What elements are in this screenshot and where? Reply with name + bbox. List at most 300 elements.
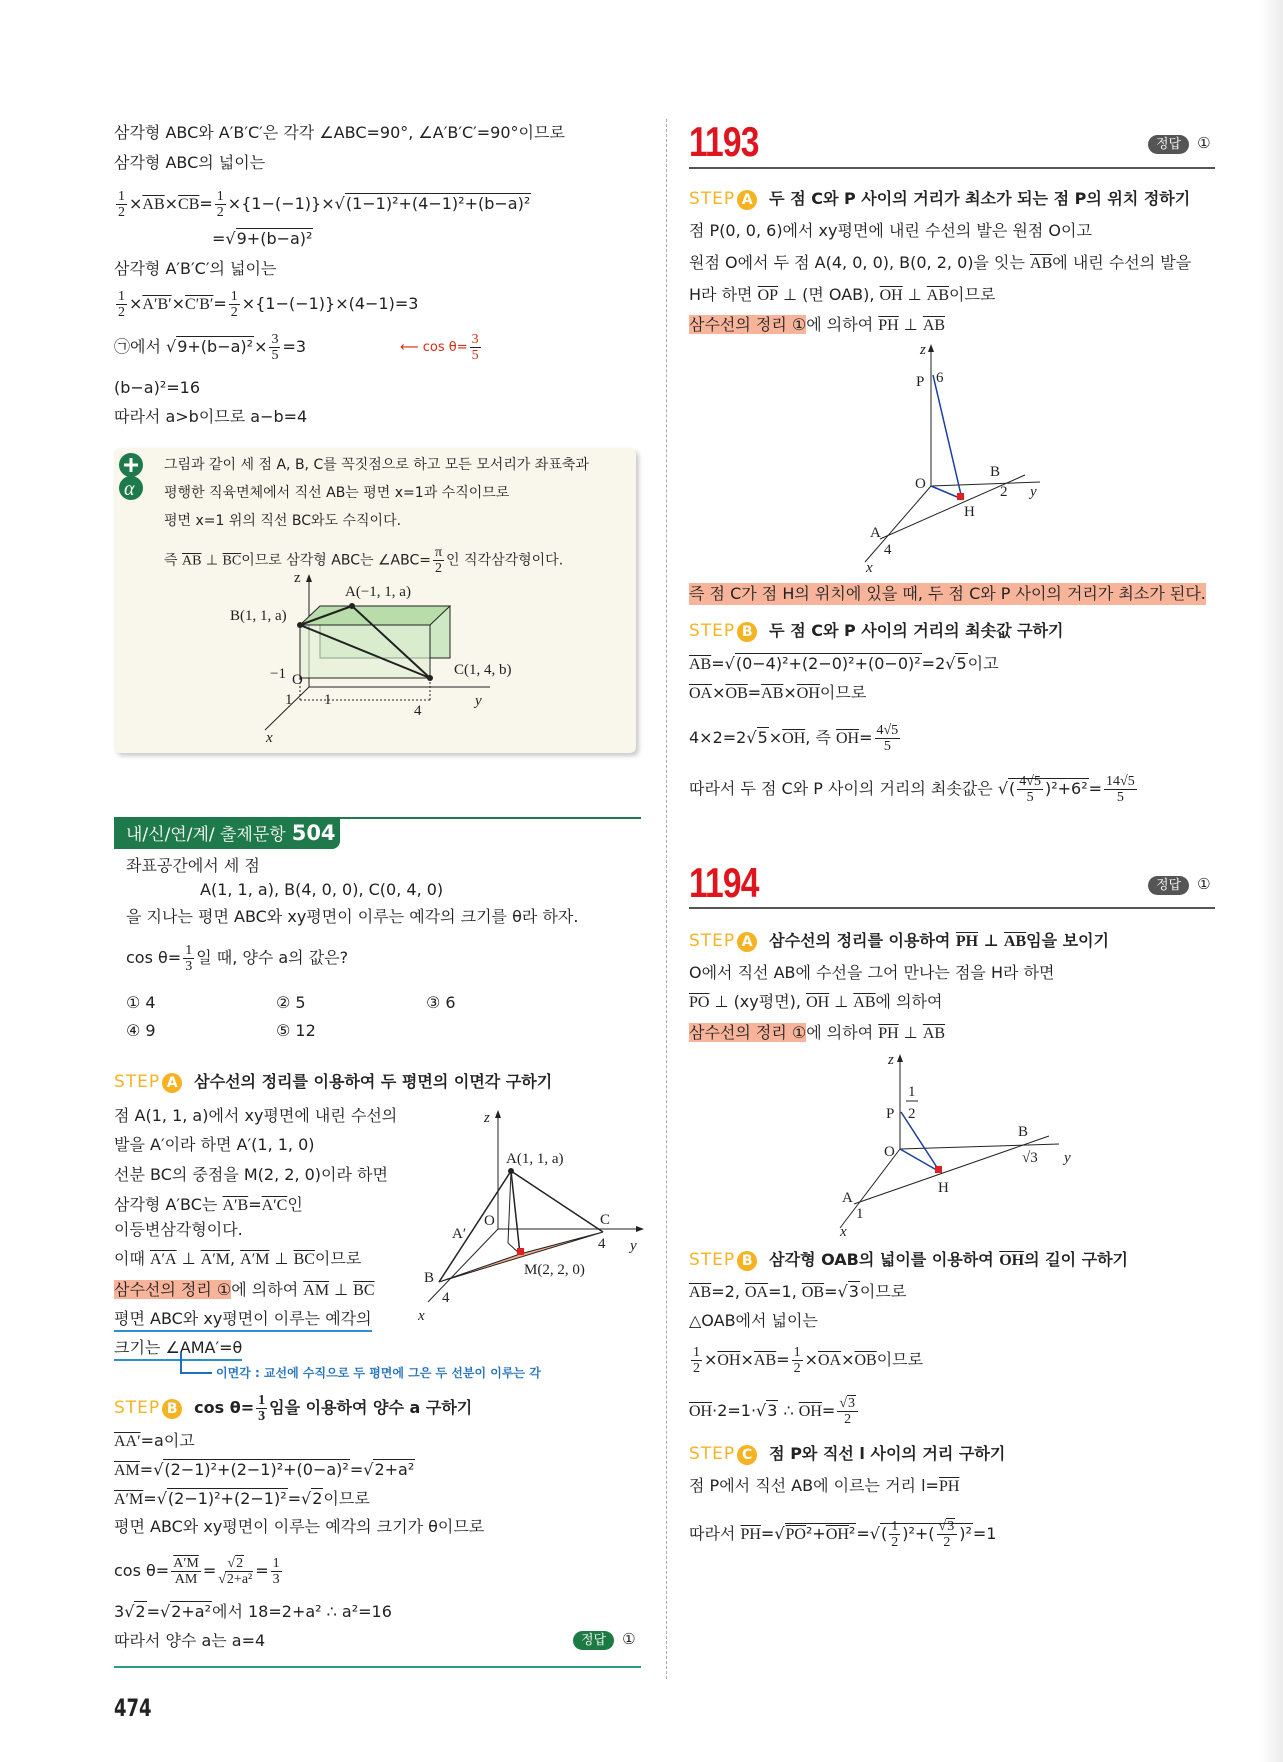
text-run: $\overline{AB}$ [1030,255,1053,272]
text-run: 이므로 [876,1350,924,1369]
fraction-denominator [1117,790,1124,805]
point-label-h: H [964,504,975,520]
step-letter-badge: C [737,1445,757,1465]
text-run: × [712,683,726,702]
fraction [271,1556,282,1587]
solution-line [114,1459,415,1482]
text-run: = [212,229,226,248]
text-run: 삼각형 A′BC는 [114,1195,223,1214]
text-run: 2 [312,1489,323,1508]
square-root [225,228,313,248]
text-run: $\overline{OB}$ [725,685,748,702]
text-run: =a이고 [140,1431,195,1450]
text-run: 이므로 [323,1489,370,1508]
text-run: (0−4)²+(2−0)²+(0−0)² [735,654,921,673]
axis-label: z [294,570,301,586]
radicand [946,1518,955,1534]
fraction-numerator [1017,774,1043,790]
text-run: = [1088,779,1103,798]
text-run: ⊥ [329,1280,354,1299]
text-run: $\overline{AB}$ [1003,933,1027,950]
text-run: ⊥ [269,1249,294,1268]
radicand [170,1601,212,1621]
overline-segment [178,196,199,213]
step-title [194,1072,552,1091]
square-root [227,1555,244,1571]
text-run: )²+( [902,1524,935,1543]
text-run: 2+a² [226,1572,253,1587]
fraction [218,1556,253,1587]
fraction [1017,774,1043,805]
radicand [235,1555,244,1571]
fraction-denominator [891,1535,898,1550]
text-run: 3 [767,1401,778,1420]
text-run: A′B [222,1197,249,1214]
text-run: = [146,1602,160,1621]
fraction [1104,774,1137,805]
step-label: STEP [689,1250,736,1270]
square-root [301,1488,323,1508]
step-heading [689,1442,1005,1466]
text-run: 2 [891,1535,899,1550]
overline-segment [223,554,242,569]
text-run: 1 [258,1393,266,1408]
text-run: 2 [118,305,125,320]
text-run: ㉠에서 [114,337,166,356]
tick-label: 2 [1000,484,1008,500]
overline-segment [114,1462,140,1479]
text-run: 즉 점 C가 점 H의 위치에 있을 때, 두 점 C와 P 사이의 거리가 최소가 된다. [689,584,1206,603]
text-run: 평면 ABC와 xy평면이 이루는 예각의 크기가 θ이므로 [114,1517,485,1536]
intro-line [114,152,265,174]
overline-segment [175,1572,198,1587]
solution-line [114,1194,303,1217]
step-heading [114,1393,472,1424]
answer-label: 정답 [573,1631,614,1650]
overline-segment [173,1556,199,1571]
fraction-denominator [258,1409,265,1424]
text-run: $\overline{OB}$ [801,1284,825,1301]
text-run: $\overline{PH}$ [878,317,899,334]
text-run: =1, [768,1282,802,1301]
column-divider [666,119,667,1679]
text-run: 을 지나는 평면 ABC와 xy평면이 이루는 예각의 크기를 θ라 하자. [126,907,579,926]
text-run: ⊥ [829,992,854,1011]
point-label-a: A(−1, 1, a) [345,584,411,600]
text-run: = [287,1489,302,1508]
text-run: 2 [135,1602,146,1621]
fraction [215,189,226,220]
text-run: π [434,545,443,560]
overline-segment [150,1251,177,1268]
overline-segment [854,1352,876,1369]
text-run: = [776,1350,790,1369]
text-run: $\overline{OH}$ [782,730,806,747]
text-run: 2 [216,205,224,220]
overline-segment [142,196,164,213]
text-run: ( [880,1524,888,1543]
text-run: 3 [114,1602,125,1621]
text-run: 에서 18=2+a² ∴ a²=16 [212,1602,392,1621]
solution-line [114,1105,397,1127]
step-label: STEP [689,931,736,951]
text-run: A′M [200,1251,230,1268]
overline-segment [114,1491,143,1508]
text-run: A′M [114,1491,144,1508]
text-run: $\overline{BC}$ [353,1282,375,1299]
radicand [735,653,922,673]
text-run: ⊥ [902,285,927,304]
fraction [116,189,127,220]
square-root [166,336,254,356]
square-root [746,727,768,747]
solution-line [114,1601,392,1623]
square-root [124,1601,146,1621]
text-run: 2 [693,1361,700,1376]
text-run: 4√5 [1019,774,1041,789]
fraction-denominator [175,1572,198,1587]
solution-line [689,314,945,337]
text-run: $\overline{AB}$ [689,1284,712,1301]
square-root [335,193,532,213]
text-run: = [856,1524,870,1543]
answer-value: ① [622,1630,636,1648]
text-run: △OAB에서 넓이는 [689,1311,818,1330]
text-run: = [248,1195,262,1214]
plus-alpha-icon [118,452,144,502]
solution-line [689,1475,959,1498]
text-run: $\overline{OB}$ [854,1352,877,1369]
overline-segment [956,933,978,950]
text-run: AA′ [114,1433,141,1450]
point-label-a-prime: A′ [452,1226,467,1242]
text-run: 1 [230,289,238,304]
fraction-denominator [218,1572,253,1587]
fraction-numerator [470,332,481,348]
solution-line [689,1310,818,1332]
step-letter-badge: A [737,190,757,210]
tick-label: 6 [936,370,944,386]
highlighted-term [689,315,806,334]
text-run: 에 의하여 [806,315,879,334]
step-title [769,931,1109,950]
perpendicular-diagram-1194 [834,1052,1084,1238]
text-run: ⊥ [898,315,923,334]
text-run: 따라서 두 점 C와 P 사이의 거리의 최솟값은 [689,779,998,798]
text-run: $\overline{AB}$ [181,553,202,569]
intro-line [114,289,418,320]
text-run: 즉 [164,552,182,569]
choice[interactable]: ④ 9 [126,1021,156,1040]
fraction-numerator [256,1393,267,1409]
solution-line [689,653,999,676]
text-run: $\overline{AB}$ [142,196,165,213]
choice[interactable]: ① 4 [126,993,156,1012]
overline-segment [689,1284,711,1301]
text-run: C′B′ [185,296,214,313]
tick-label: 4 [414,703,422,719]
solution-line [114,1308,372,1332]
text-run: A(1, 1, a), B(4, 0, 0), C(0, 4, 0) [200,880,444,899]
text-run: $\overline{OH}$ [879,287,903,304]
text-run: 원점 O에서 두 점 A(4, 0, 0), B(0, 2, 0)을 잇는 [689,253,1031,272]
svg-text:α: α [124,478,135,500]
overline-segment [726,685,748,702]
fraction-numerator [225,1556,246,1572]
fraction-numerator [889,1519,900,1535]
solution-line [114,1164,388,1186]
tick-label: 1 [285,692,293,708]
text-run: 크기는 ∠AMA′=θ [114,1338,243,1357]
step-heading [689,1248,1128,1273]
text-run: $\overline{OH}$ [798,1403,822,1420]
fraction-numerator [183,943,194,959]
text-run: 2 [435,561,442,576]
text-run: $\overline{OA}$ [745,1284,769,1301]
text-run: =3 [282,337,307,356]
text-run: H라 하면 [689,285,758,304]
step-title [769,1444,1005,1463]
text-run: (b−a)²=16 [114,378,201,397]
tip-line [164,454,589,476]
page-edge-shadow [1259,0,1283,1762]
radicand [311,1488,323,1508]
text-run: ×{1−(−1)}×(4−1)=3 [241,294,419,313]
text-run: × [740,1350,754,1369]
text-run: A′M [240,1251,270,1268]
text-run: $\overline{AB}$ [922,317,946,334]
text-run: 평행한 직육면체에서 직선 AB는 평면 x=1과 수직이므로 [164,485,510,501]
text-run: 삼각형 ABC의 넓이는 [114,153,266,172]
choice[interactable]: ③ 6 [426,993,456,1012]
overline-segment [262,1197,288,1214]
tick-label: √3 [1022,1150,1038,1166]
step-label: STEP [689,1444,736,1464]
point-label-b: B [424,1270,435,1286]
text-run: = [143,1489,157,1508]
point-label-b: B [1018,1124,1029,1140]
fraction-numerator [937,1519,958,1535]
text-run: 인 [287,1195,303,1214]
text-run: 삼각형 OAB의 넓이를 이용하여 [769,1250,1000,1269]
intro-line [114,377,200,399]
text-run: $\overline{AB}$ [689,656,712,673]
text-run: ⊥ [201,552,223,569]
text-run: $\overline{PH}$ [938,1478,960,1495]
solution-line [114,1488,370,1511]
fraction [470,332,481,363]
banner-number: 504 [291,821,336,845]
solution-line [689,220,1092,242]
highlighted-term [689,1023,806,1042]
text-run: = [202,1561,217,1580]
overline-segment [923,317,945,334]
text-run: 두 점 C와 P 사이의 거리가 최소가 되는 점 P의 위치 정하기 [769,189,1191,208]
tick-label: 4 [884,542,892,558]
fraction-numerator [116,189,127,205]
text-run: 삼수선의 정리 ① [114,1280,232,1299]
point-label-a: A [870,525,881,541]
text-run: $\overline{OA}$ [689,685,713,702]
problem-number: 1193 [689,118,759,165]
axis-label: x [266,730,273,746]
radicand [176,336,254,356]
fraction-numerator [792,1345,803,1361]
square-root [839,1395,856,1411]
radicand [134,1601,146,1621]
solution-line [689,962,1054,984]
text-run: 두 점 C와 P 사이의 거리의 최솟값 구하기 [769,621,1064,640]
text-run: (2−1)²+(2−1)²+(0−a)² [164,1460,349,1479]
text-run: ⊥ [176,1249,201,1268]
text-run: 그림과 같이 세 점 A, B, C를 꼭짓점으로 하고 모든 모서리가 좌표축과 [164,457,589,473]
text-run: = [349,1460,364,1479]
fraction [792,1345,803,1376]
text-run: $\overline{OH}$ [717,1352,741,1369]
choice[interactable]: ② 5 [276,993,306,1012]
text-run: 이등변삼각형이다. [114,1220,243,1239]
step-letter-badge: A [162,1073,182,1093]
solution-line [114,1556,284,1587]
solution-line [114,1134,315,1156]
text-run: $\overline{PH}$ [878,1025,899,1042]
square-root [998,774,1089,805]
fraction [875,723,901,754]
overline-segment [740,1526,760,1543]
text-run: = [213,294,227,313]
fraction-denominator [231,305,238,320]
text-run: 3 [947,1519,955,1534]
overline-segment [939,1478,959,1495]
text-run: 5 [271,348,279,363]
solution-line [114,1337,242,1361]
text-run: 점 P(0, 0, 6)에서 xy평면에 내린 수선의 발은 원점 O이고 [689,221,1092,240]
axis-label: x [418,1308,425,1323]
text-run: ×{1−(−1)}× [227,194,335,213]
square-root [774,1523,856,1543]
text-run: 1 [216,189,224,204]
text-run: $\overline{AB}$ [761,685,784,702]
tick-label: 1 [856,1206,864,1222]
text-run: cos θ= [194,1398,255,1417]
choice[interactable]: ⑤ 12 [276,1021,316,1040]
step-heading [114,1070,552,1094]
text-run: × [254,337,268,356]
overline-segment [923,1025,945,1042]
text-run: 1 [891,1519,899,1534]
fraction-denominator [794,1361,801,1376]
overline-segment [201,1251,230,1268]
text-run: , [230,1249,241,1268]
dihedral-note: 이면각 : 교선에 수직으로 두 평면에 그은 두 선분이 이루는 각 [216,1366,541,1380]
step-label: STEP [689,189,736,209]
overline-segment [806,994,829,1011]
text-run: 삼수선의 정리를 이용하여 두 평면의 이면각 구하기 [194,1072,553,1091]
text-run: 1 [118,289,125,304]
text-run: 5 [1026,790,1034,805]
overline-segment [818,1352,841,1369]
text-run: $\overline{PO}$ [689,994,710,1011]
overline-segment [802,1284,824,1301]
solution-line [689,682,866,705]
text-run: $\overline{CB}$ [178,196,200,213]
intro-line [212,228,313,250]
step-title [194,1393,473,1424]
text-run: 5 [883,739,891,754]
text-run: × [841,1350,855,1369]
fraction-denominator [273,1572,280,1587]
text-run: (1−1)²+(4−1)²+(b−a)² [345,194,531,213]
annotation-text [422,332,483,363]
text-run: 5 [471,348,479,363]
overline-segment [826,1526,849,1543]
text-run: 이므로 삼각형 ABC는 ∠ABC= [241,552,431,569]
text-run: 4×2=2 [689,728,747,747]
overline-segment [294,1251,315,1268]
overline-segment [799,1403,822,1420]
text-run: =2, [711,1282,745,1301]
text-run: O에서 직선 AB에 수선을 그어 만나는 점을 H라 하면 [689,963,1055,982]
text-run: 1 [272,1556,280,1571]
intro-line [114,332,306,363]
radicand [766,1400,778,1420]
text-run: × [804,1350,818,1369]
tip-line [164,510,401,532]
solution-line [689,1396,860,1427]
step-heading [689,187,1190,211]
text-run: 2+a² [171,1602,211,1621]
text-run: 3 [471,332,479,347]
text-run: 이므로 [949,285,996,304]
text-run: $\overline{OA}$ [817,1352,842,1369]
overline-segment [878,1025,898,1042]
radicand [1008,774,1089,805]
point-label-h: H [938,1180,949,1196]
point-label-c: C [600,1212,611,1228]
text-run: $\overline{OH}$ [835,730,860,747]
perpendicular-diagram-1193 [840,342,1060,574]
answer-badge [1148,134,1211,154]
text-run: 점 A(1, 1, a)에서 xy평면에 내린 수선의 [114,1106,398,1125]
tetrahedron-diagram [418,1108,658,1323]
text-run: ( [1009,779,1016,798]
overline-segment [927,287,949,304]
text-run: 에 내린 수선의 발을 [1052,253,1192,272]
step-title [769,1250,1128,1269]
step-heading [689,619,1063,643]
step-letter-badge: B [737,622,757,642]
origin-label: O [915,476,926,492]
text-run: $\overline{OH}$ [796,685,820,702]
tip-line [164,482,509,504]
step-letter-badge: B [162,1399,182,1419]
answer-label: 정답 [1148,135,1189,154]
fraction-denominator [943,1535,950,1550]
radicand [955,653,967,673]
text-run: 5 [956,654,967,673]
text-run: 에 의하여 [806,1023,879,1042]
square-root [153,1459,350,1479]
point-label-p: P [886,1106,895,1122]
text-run: 점 P에서 직선 AB에 이르는 거리 l= [689,1476,939,1495]
axis-label: x [866,560,873,574]
text-run: =1 [972,1524,997,1543]
text-run: 따라서 [689,1524,741,1543]
radicand [236,228,314,248]
solution-line [114,1430,195,1453]
fraction [183,943,194,974]
text-run: 좌표공간에서 세 점 [126,856,260,875]
